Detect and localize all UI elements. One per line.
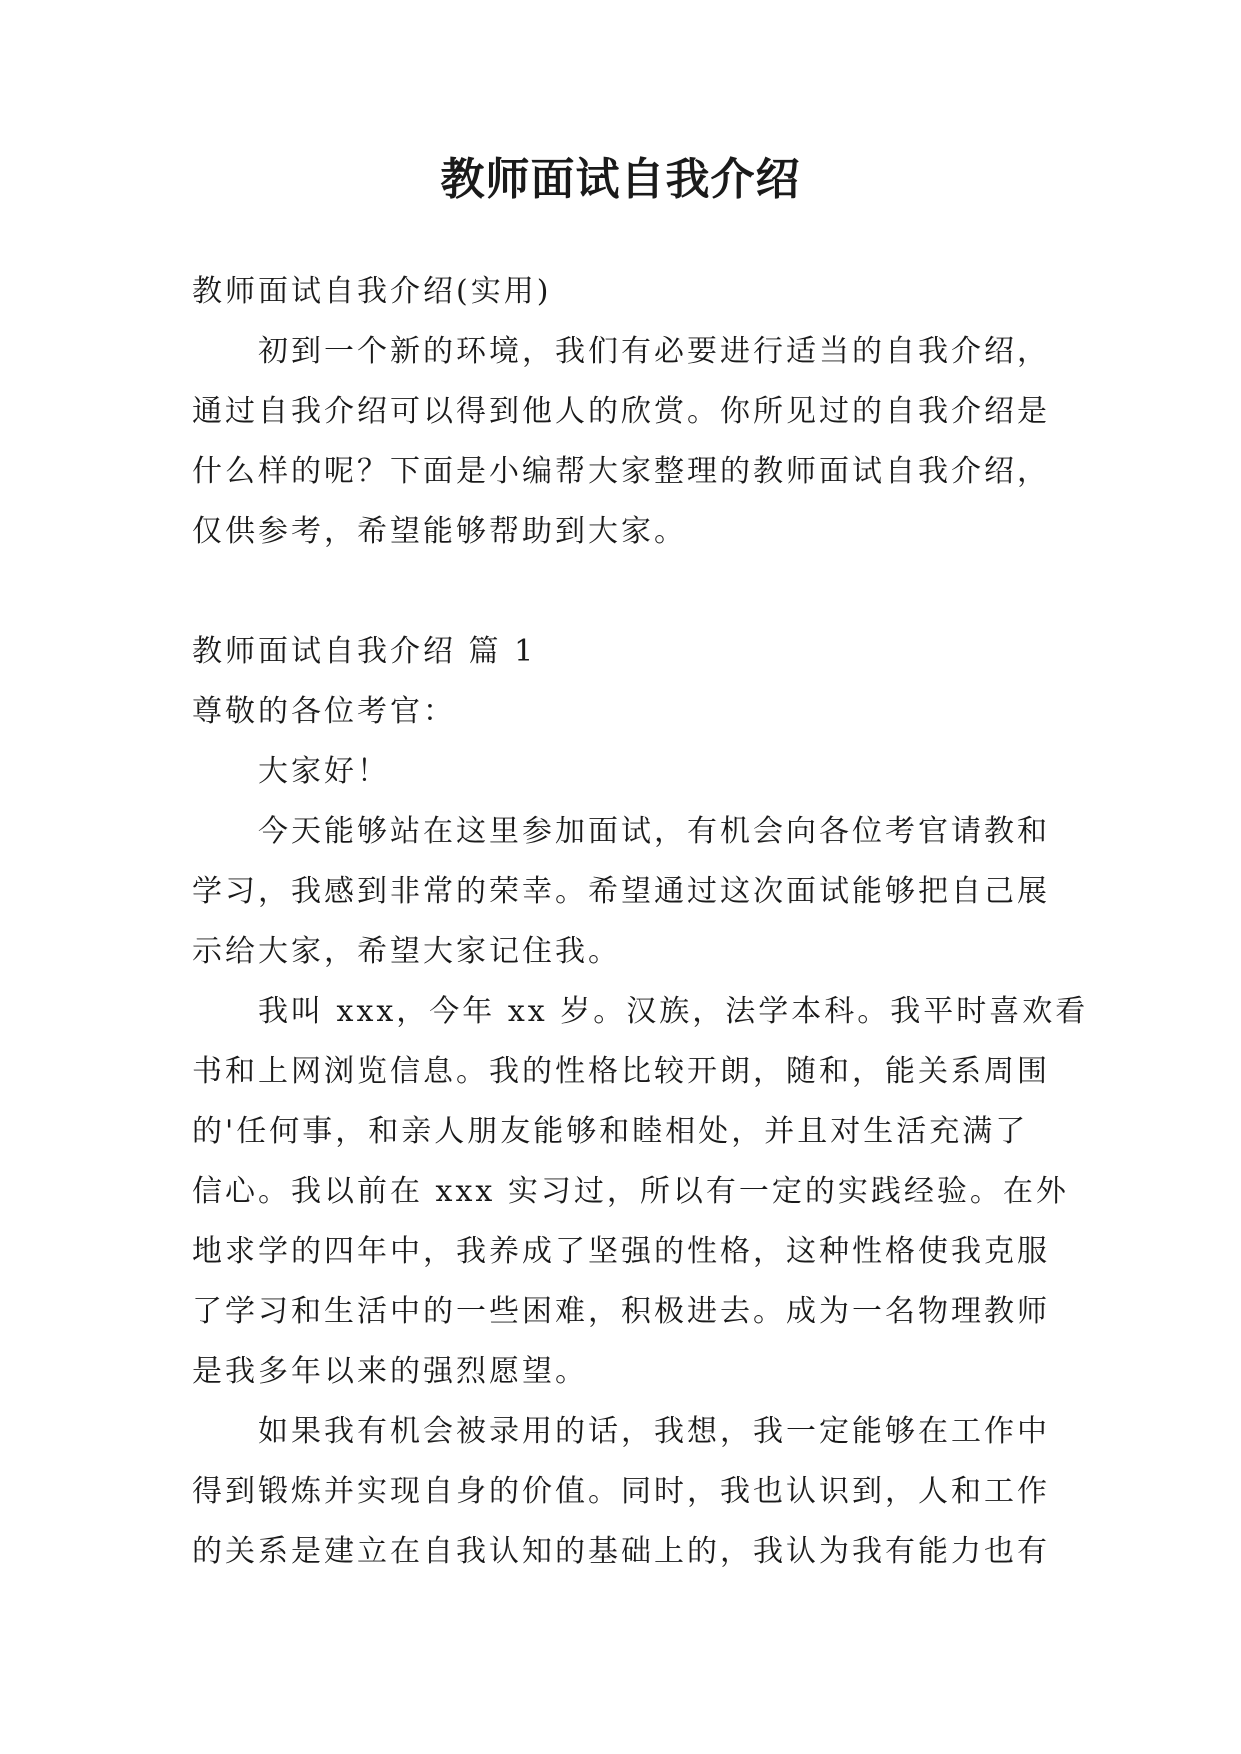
intro-line: 通过自我介绍可以得到他人的欣赏。你所见过的自我介绍是 — [192, 394, 1050, 429]
intro-line: 仅供参考，希望能够帮助到大家。 — [192, 514, 687, 549]
paragraph-line: 的关系是建立在自我认知的基础上的，我认为我有能力也有 — [192, 1534, 1050, 1569]
paragraph-line: 信心。我以前在 xxx 实习过，所以有一定的实践经验。在外 — [192, 1174, 1069, 1209]
greeting: 大家好！ — [258, 754, 390, 789]
paragraph-line: 学习，我感到非常的荣幸。希望通过这次面试能够把自己展 — [192, 874, 1050, 909]
paragraph-line: 我叫 xxx，今年 xx 岁。汉族，法学本科。我平时喜欢看 — [258, 994, 1089, 1029]
document-title: 教师面试自我介绍 — [440, 154, 801, 205]
paragraph-line: 书和上网浏览信息。我的性格比较开朗，随和，能关系周围 — [192, 1054, 1050, 1089]
paragraph-1 — [192, 802, 1072, 982]
section-heading: 教师面试自我介绍 篇 1 — [192, 634, 537, 669]
intro-line: 什么样的呢？下面是小编帮大家整理的教师面试自我介绍， — [192, 454, 1050, 489]
document-subtitle: 教师面试自我介绍(实用) — [192, 274, 552, 309]
paragraph-line: 地求学的四年中，我养成了坚强的性格，这种性格使我克服 — [192, 1234, 1050, 1269]
paragraph-line: 得到锻炼并实现自身的价值。同时，我也认识到，人和工作 — [192, 1474, 1050, 1509]
paragraph-2 — [192, 982, 1089, 1402]
intro-line: 初到一个新的环境，我们有必要进行适当的自我介绍， — [258, 334, 1050, 369]
intro-paragraph — [192, 322, 1072, 562]
paragraph-line: 如果我有机会被录用的话，我想，我一定能够在工作中 — [258, 1414, 1050, 1449]
paragraph-line: 示给大家，希望大家记住我。 — [192, 934, 621, 969]
paragraph-line: 了学习和生活中的一些困难，积极进去。成为一名物理教师 — [192, 1294, 1050, 1329]
paragraph-line: 今天能够站在这里参加面试，有机会向各位考官请教和 — [258, 814, 1050, 849]
blank-line — [192, 562, 1072, 622]
paragraph-3 — [192, 1402, 1072, 1582]
salutation: 尊敬的各位考官： — [192, 694, 456, 729]
paragraph-line: 是我多年以来的强烈愿望。 — [192, 1354, 588, 1389]
paragraph-line: 的'任何事，和亲人朋友能够和睦相处，并且对生活充满了 — [192, 1114, 1029, 1149]
document-body — [192, 262, 1089, 1582]
